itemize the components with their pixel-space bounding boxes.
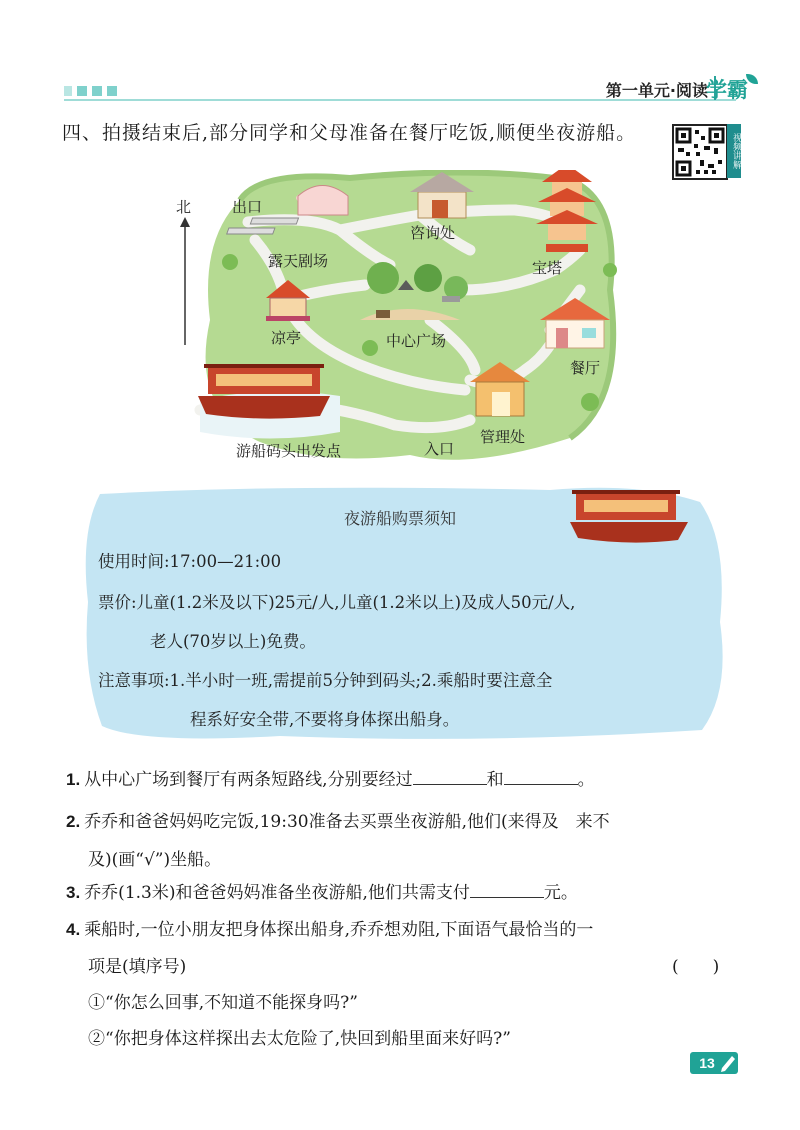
question-number: 3. bbox=[66, 883, 81, 902]
map-label-info: 咨询处 bbox=[410, 224, 456, 242]
option-2: ②“你把身体这样探出去太危险了,快回到船里面来好吗?” bbox=[88, 1029, 511, 1049]
answer-blank[interactable] bbox=[470, 881, 544, 898]
map-label-dock: 游船码头出发点 bbox=[236, 442, 342, 460]
map-label-pagoda: 宝塔 bbox=[532, 259, 563, 277]
map-label-theater: 露天剧场 bbox=[268, 252, 329, 270]
unit-title: 第一单元·阅读 bbox=[605, 81, 708, 100]
notice-price-line2: 老人(70岁以上)免费。 bbox=[150, 632, 316, 651]
brand-logo: 学霸 bbox=[706, 78, 748, 102]
question-3: 3. 乔乔(1.3米)和爸爸妈妈准备坐夜游船,他们共需支付 元。 bbox=[66, 883, 578, 903]
video-explanation-label[interactable]: 视频讲解 bbox=[727, 124, 741, 178]
section-title: 四、拍摄结束后,部分同学和父母准备在餐厅吃饭,顺便坐夜游船。 bbox=[62, 122, 637, 144]
notice-notes-line2: 程系好安全带,不要将身体探出船身。 bbox=[190, 710, 460, 729]
map-label-restaurant: 餐厅 bbox=[570, 359, 601, 377]
answer-blank[interactable] bbox=[504, 768, 578, 785]
map-label-exit: 出口 bbox=[232, 198, 263, 216]
question-4-cont: 项是(填序号) bbox=[88, 957, 187, 977]
north-arrow-icon bbox=[178, 215, 192, 347]
header-decoration bbox=[64, 86, 117, 96]
question-1: 1. 从中心广场到餐厅有两条短路线,分别要经过 和 。 bbox=[66, 770, 595, 790]
page-number: 13 bbox=[690, 1052, 724, 1074]
map-label-plaza: 中心广场 bbox=[386, 332, 447, 350]
answer-parentheses[interactable]: ( ) bbox=[672, 957, 720, 977]
question-number: 1. bbox=[66, 770, 81, 789]
map-label-entrance: 入口 bbox=[424, 440, 455, 458]
answer-blank[interactable] bbox=[413, 768, 487, 785]
notice-notes-line1: 注意事项:1.半小时一班,需提前5分钟到码头;2.乘船时要注意全 bbox=[98, 671, 553, 690]
question-number: 2. bbox=[66, 812, 81, 831]
question-2: 2. 乔乔和爸爸妈妈吃完饭,19:30准备去买票坐夜游船,他们(来得及 来不 bbox=[66, 812, 610, 832]
notice-title: 夜游船购票须知 bbox=[343, 509, 456, 528]
notice-time: 使用时间:17:00—21:00 bbox=[98, 552, 282, 571]
map-label-office: 管理处 bbox=[480, 428, 526, 446]
north-label: 北 bbox=[176, 198, 192, 216]
qr-code-icon[interactable] bbox=[672, 124, 728, 180]
map-label-pavilion: 凉亭 bbox=[271, 329, 302, 347]
pencil-icon bbox=[716, 1050, 742, 1076]
question-number: 4. bbox=[66, 920, 81, 939]
question-4: 4. 乘船时,一位小朋友把身体探出船身,乔乔想劝阻,下面语气最恰当的一 bbox=[66, 920, 594, 940]
option-1: ①“你怎么回事,不知道不能探身吗?” bbox=[88, 993, 358, 1013]
notice-price-line1: 票价:儿童(1.2米及以下)25元/人,儿童(1.2米以上)及成人50元/人, bbox=[98, 593, 576, 612]
question-2-cont: 及)(画“√”)坐船。 bbox=[88, 850, 222, 870]
